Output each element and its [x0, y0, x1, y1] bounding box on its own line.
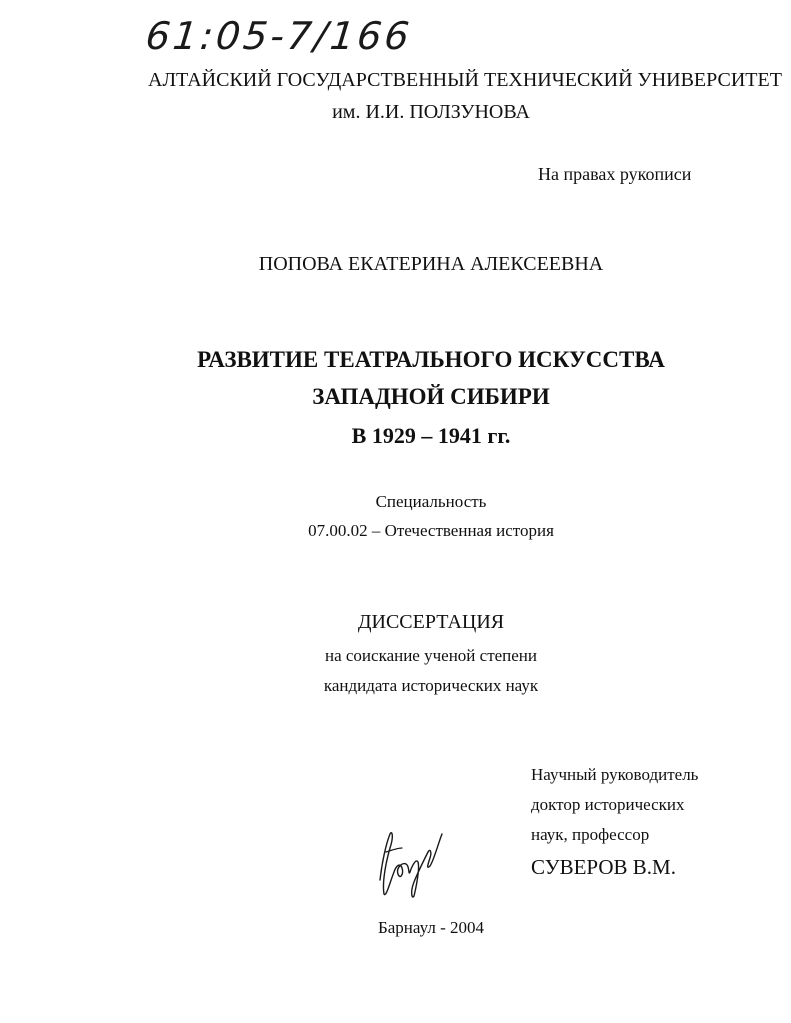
- manuscript-note: На правах рукописи: [538, 164, 692, 184]
- specialty-label: Специальность: [375, 492, 487, 511]
- thesis-title-line-1: РАЗВИТИЕ ТЕАТРАЛЬНОГО ИСКУССТВА: [197, 347, 665, 372]
- signature-icon: [372, 822, 452, 902]
- degree-line-2: кандидата исторических наук: [323, 676, 539, 695]
- thesis-title-line-3: В 1929 – 1941 гг.: [351, 423, 511, 448]
- university-subtitle: им. И.И. ПОЛЗУНОВА: [332, 101, 530, 123]
- city-year: Барнаул - 2004: [378, 918, 484, 937]
- supervisor-degree-line-1: доктор исторических: [531, 795, 685, 814]
- university-name: АЛТАЙСКИЙ ГОСУДАРСТВЕННЫЙ ТЕХНИЧЕСКИЙ УНИВЕРСИТЕТ: [148, 69, 782, 91]
- supervisor-degree-line-2: наук, профессор: [531, 825, 650, 844]
- archive-number: 61:05-7/166: [143, 14, 415, 58]
- author-name: ПОПОВА ЕКАТЕРИНА АЛЕКСЕЕВНА: [258, 253, 604, 275]
- specialty-value: 07.00.02 – Отечественная история: [308, 521, 554, 540]
- supervisor-name: СУВЕРОВ В.М.: [531, 855, 676, 879]
- document-type-title: ДИССЕРТАЦИЯ: [357, 611, 505, 633]
- degree-line-1: на соискание ученой степени: [324, 646, 538, 665]
- thesis-title-line-2: ЗАПАДНОЙ СИБИРИ: [312, 384, 550, 409]
- supervisor-role: Научный руководитель: [531, 765, 699, 784]
